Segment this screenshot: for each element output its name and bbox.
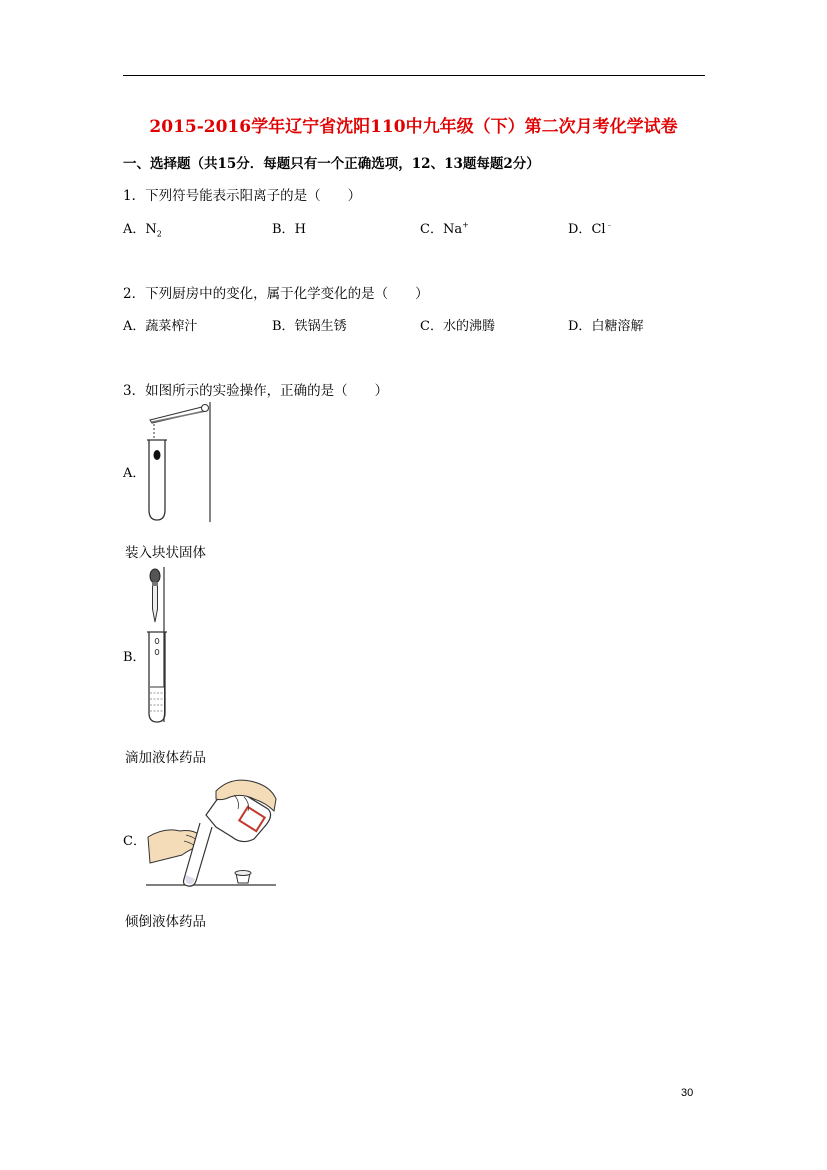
tweezers-test-tube-figure — [140, 402, 215, 524]
dropper-test-tube-figure — [140, 567, 180, 725]
question-2-option-a — [123, 315, 197, 334]
section-heading: 一、选择题（共15分．每题只有一个正确选项，12、13题每题2分） — [123, 156, 540, 172]
option-letter: D． — [568, 222, 592, 237]
question-3-option-c-caption: 倾倒液体药品 — [125, 914, 206, 930]
option-letter: A． — [123, 222, 146, 237]
question-3-option-c-letter: C． — [123, 834, 146, 849]
question-1-option-a — [123, 218, 162, 239]
question-2-option-c — [420, 315, 495, 334]
question-3-stem: 3．如图所示的实验操作，正确的是（ ） — [123, 383, 389, 399]
option-text: 水的沸腾 — [442, 319, 495, 334]
question-1-option-c — [420, 218, 469, 237]
option-letter: D． — [568, 319, 592, 334]
option-text: Cl — [591, 222, 606, 237]
option-superscript: ﹣ — [605, 220, 614, 230]
option-letter: C． — [420, 319, 443, 334]
question-1-option-b — [272, 218, 306, 237]
pouring-liquid-figure — [146, 775, 278, 888]
exam-title: 2015-2016学年辽宁省沈阳110中九年级（下）第二次月考化学试卷 — [149, 117, 678, 137]
question-2-option-d — [568, 315, 643, 334]
page-number: 30 — [681, 1087, 694, 1099]
option-superscript: + — [462, 220, 469, 230]
option-letter: B． — [272, 222, 295, 237]
question-2-option-b — [272, 315, 347, 334]
question-3-option-a-letter: A． — [123, 466, 146, 481]
option-text: N — [145, 222, 157, 237]
question-3-option-a-caption: 装入块状固体 — [125, 545, 206, 561]
option-text: Na — [442, 222, 463, 237]
option-subscript: 2 — [156, 229, 162, 239]
option-text: 铁锅生锈 — [294, 319, 347, 334]
option-letter: C． — [420, 222, 443, 237]
question-3-option-b-letter: B． — [123, 650, 146, 665]
option-text: 蔬菜榨汁 — [145, 319, 198, 334]
question-1-option-d — [568, 218, 614, 237]
question-1-stem: 1．下列符号能表示阳离子的是（ ） — [123, 188, 362, 204]
option-letter: B． — [272, 319, 295, 334]
question-3-option-b-caption: 滴加液体药品 — [125, 750, 206, 766]
option-text: H — [294, 222, 306, 237]
question-2-stem: 2．下列厨房中的变化，属于化学变化的是（ ） — [123, 286, 429, 302]
header-rule — [123, 75, 705, 76]
option-letter: A． — [123, 319, 146, 334]
option-text: 白糖溶解 — [591, 319, 644, 334]
